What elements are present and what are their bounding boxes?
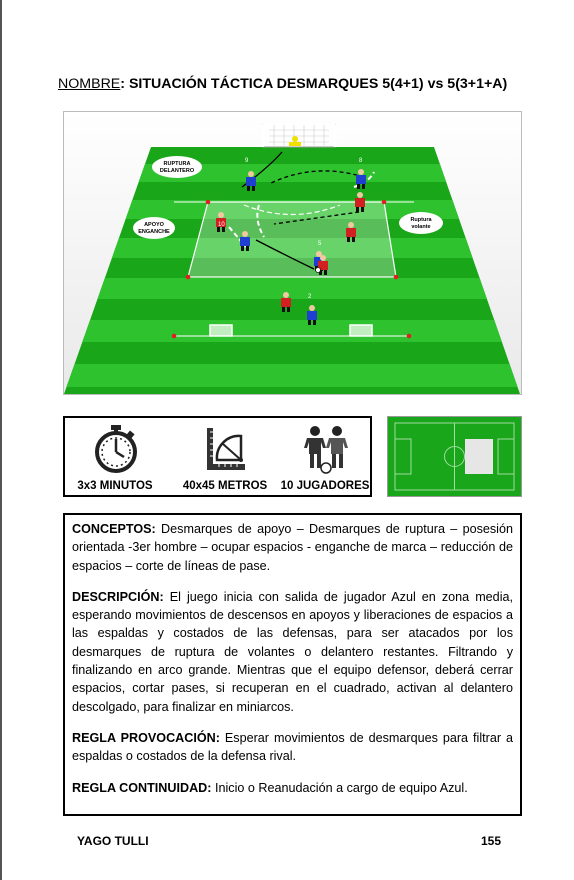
player-number-5: 5 <box>318 241 322 247</box>
regla-provocacion-paragraph <box>72 729 513 766</box>
conceptos-paragraph <box>72 520 513 575</box>
ruler-protractor-icon <box>203 424 249 474</box>
players-label: 10 JUGADORES <box>280 480 370 492</box>
player-number-2: 2 <box>308 294 312 300</box>
player-number-10: 10 <box>218 222 225 228</box>
descripcion-text: El juego inicia con salida de jugador Azul en zona media, esperando movimientos de descensos en apoyos y liberaciones de espacios a las espaldas y costados de las defensas, para ser atacados por los desmarques de ruptura de volantes o delantero restantes. Filtrando y finalizando en arco grande. Mientras que el equipo defensor, deberá cerrar espacios, cortar pases, si recuperan en el cuadrado, activan al delantero descolgado, para finalizar en miniarcos. <box>72 589 513 714</box>
conceptos-label: CONCEPTOS: <box>72 522 156 536</box>
exercise-info-box <box>63 416 372 497</box>
label-apoyo-enganche <box>133 217 175 239</box>
field-area-diagram <box>387 416 522 497</box>
title-separator: : <box>120 76 129 92</box>
svg-text:APOYO: APOYO <box>144 222 164 228</box>
svg-text:RUPTURA: RUPTURA <box>163 161 191 167</box>
players-icon <box>301 424 351 474</box>
pitch-drawing <box>64 112 521 394</box>
dimensions-label: 40x45 METROS <box>182 480 268 492</box>
svg-text:Ruptura: Ruptura <box>410 217 432 223</box>
label-ruptura-delantero <box>152 156 202 178</box>
descripcion-label: DESCRIPCIÓN: <box>72 589 164 604</box>
page-title <box>58 76 507 92</box>
svg-text:ENGANCHE: ENGANCHE <box>138 229 170 235</box>
svg-text:DELANTERO: DELANTERO <box>159 168 195 174</box>
players-item <box>301 424 351 474</box>
page-number: 155 <box>481 834 502 848</box>
regla-continuidad-label: REGLA CONTINUIDAD: <box>72 780 212 795</box>
dimensions-item <box>203 424 249 474</box>
footer-author: YAGO TULLI <box>77 834 149 848</box>
stopwatch-icon <box>93 424 139 474</box>
conceptos-text: Desmarques de apoyo – Desmarques de ruptura – posesión orientada -3er hombre – ocupar espacios - enganche de marca – reducción de espacios – corte de líneas de pase. <box>72 522 513 573</box>
tactical-diagram <box>63 111 522 395</box>
duration-item <box>93 424 139 474</box>
label-ruptura-volante <box>399 212 443 234</box>
regla-continuidad-text: Inicio o Reanudación a cargo de equipo Azul. <box>211 780 468 795</box>
duration-label: 3x3 MINUTOS <box>77 480 153 492</box>
svg-text:volante: volante <box>411 224 431 230</box>
title-label: NOMBRE <box>58 76 121 92</box>
ball <box>316 268 321 273</box>
exercise-description-box <box>63 513 522 816</box>
player-number-8: 8 <box>359 158 363 164</box>
page-edge <box>0 0 2 880</box>
player-number-9: 9 <box>245 158 249 164</box>
mini-pitch <box>388 417 521 496</box>
work-area-highlight <box>465 439 493 474</box>
regla-provocacion-text: Esperar movimientos de desmarques para filtrar a espaldas o costados de la defensa rival. <box>72 730 513 764</box>
regla-provocacion-label: REGLA PROVOCACIÓN: <box>72 730 220 745</box>
title-text: SITUACIÓN TÁCTICA DESMARQUES 5(4+1) vs 5(3+1+A) <box>128 76 508 92</box>
descripcion-paragraph <box>72 588 513 716</box>
regla-continuidad-paragraph <box>72 779 513 797</box>
